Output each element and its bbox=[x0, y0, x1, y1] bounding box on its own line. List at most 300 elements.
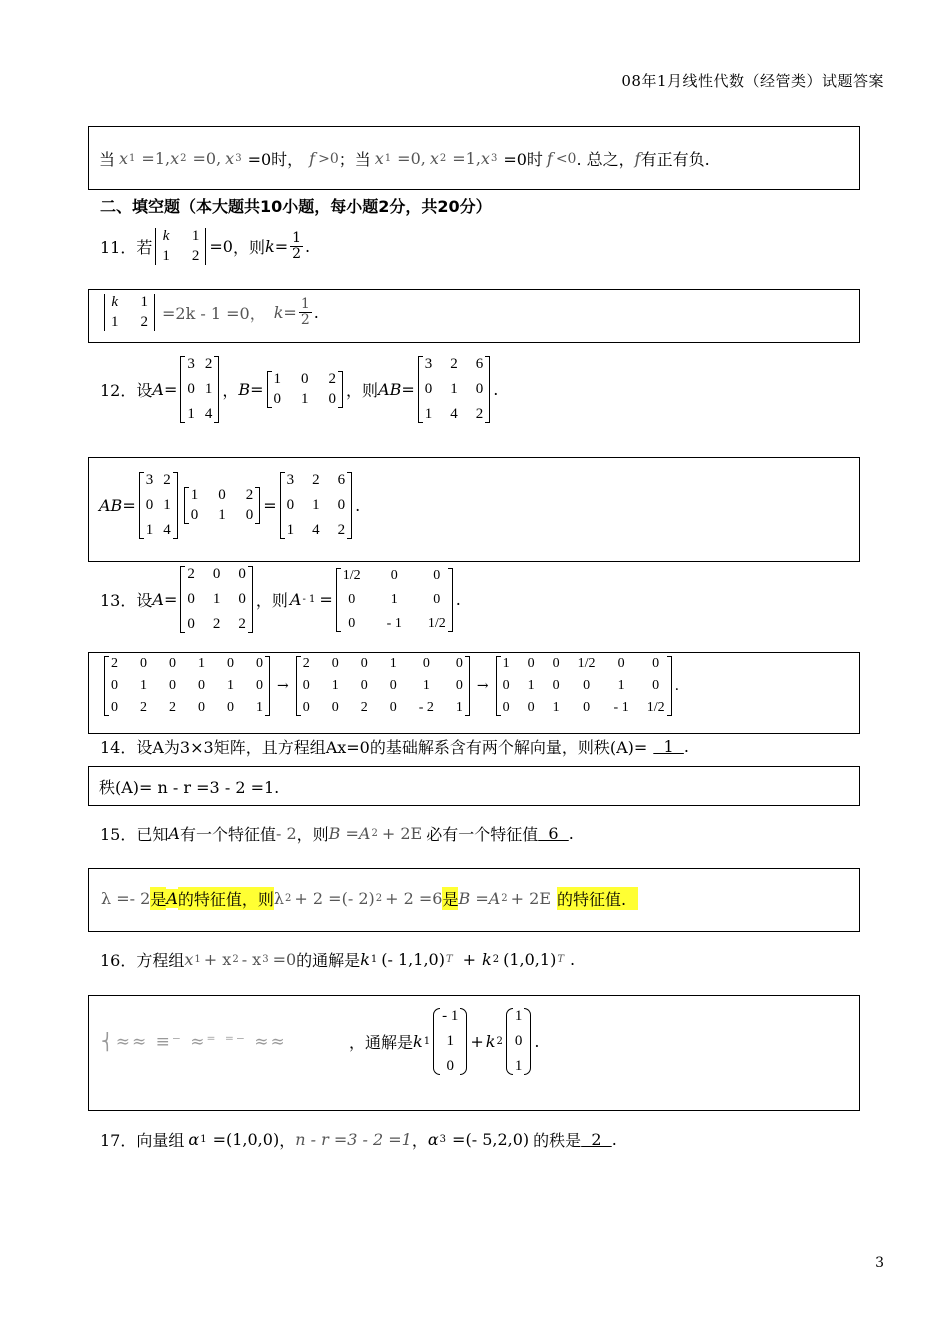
numerator: 1 bbox=[292, 229, 302, 246]
cell: 1 bbox=[552, 700, 560, 715]
cell: 1/2 bbox=[577, 656, 596, 671]
text: ， bbox=[411, 1131, 428, 1150]
cell: 0 bbox=[187, 616, 195, 632]
var-AB: AB bbox=[378, 380, 402, 399]
text: ，通解是 bbox=[349, 1033, 414, 1052]
var-A: A bbox=[152, 590, 164, 609]
cell: 1 bbox=[450, 381, 458, 397]
cell: - 1 bbox=[386, 615, 402, 631]
cell: 4 bbox=[163, 522, 171, 538]
cell: 2 bbox=[245, 487, 254, 503]
text: 的秩是 bbox=[533, 1131, 582, 1150]
var-x3: x bbox=[225, 149, 235, 168]
cell: 2 bbox=[475, 406, 484, 422]
cell: 0 bbox=[502, 678, 510, 693]
cell: 0 bbox=[140, 656, 147, 671]
determinant bbox=[155, 228, 206, 265]
vector: (- 1,1,0) bbox=[381, 950, 445, 969]
matrix-B bbox=[184, 487, 261, 524]
question-number: 16． bbox=[100, 951, 137, 970]
cell: 3 bbox=[286, 472, 295, 488]
text: = bbox=[250, 380, 264, 399]
cell: k bbox=[111, 294, 119, 310]
var-x3: x bbox=[480, 149, 490, 168]
text: <0 bbox=[555, 150, 577, 167]
cell: 2 bbox=[191, 248, 200, 264]
cell: 0 bbox=[273, 391, 282, 407]
numerator: 1 bbox=[300, 295, 310, 312]
cell: 6 bbox=[337, 472, 346, 488]
sub: 1 bbox=[129, 153, 136, 164]
var-A-inverse: A bbox=[289, 590, 302, 609]
text: 秩(A)= n - r =3 - 2 =1. bbox=[99, 778, 280, 797]
text: 必有一个特征值 bbox=[426, 825, 539, 844]
text: + 2 =(- 2) bbox=[294, 889, 375, 908]
cell: 2 bbox=[302, 656, 310, 671]
cell: 0 bbox=[360, 656, 368, 671]
question-17 bbox=[100, 1128, 617, 1151]
text: =1, bbox=[141, 149, 171, 168]
question-number: 17． bbox=[100, 1131, 137, 1150]
cell: 1 bbox=[111, 314, 119, 330]
cell: 0 bbox=[424, 381, 433, 397]
text: ，则 bbox=[296, 825, 329, 844]
text: + bbox=[462, 950, 477, 969]
question-13 bbox=[100, 566, 461, 633]
cell: 1 bbox=[204, 381, 213, 397]
cell: 1 bbox=[514, 1008, 523, 1024]
cell: 0 bbox=[552, 678, 560, 693]
text: =0, bbox=[192, 149, 222, 168]
text: 设 bbox=[136, 381, 153, 400]
cell: 1 bbox=[145, 522, 154, 538]
cell: 0 bbox=[552, 656, 560, 671]
cell: 2 bbox=[140, 314, 148, 330]
cell: 0 bbox=[301, 371, 309, 387]
sub: 1 bbox=[370, 954, 378, 965]
cell: 1 bbox=[212, 591, 221, 607]
vector: (1,0,1) bbox=[503, 950, 557, 969]
vector-2 bbox=[506, 1008, 532, 1075]
var-f: f bbox=[546, 149, 553, 168]
cell: 1 bbox=[390, 591, 398, 607]
cell: 6 bbox=[475, 356, 484, 372]
text: + x bbox=[203, 950, 232, 969]
cell: 0 bbox=[212, 566, 221, 582]
cell: 0 bbox=[187, 591, 195, 607]
matrix-A bbox=[180, 356, 219, 423]
answer-box-12 bbox=[88, 457, 860, 562]
text: = bbox=[122, 496, 136, 515]
exponent: 2 bbox=[285, 893, 292, 904]
text: = bbox=[283, 303, 297, 322]
text: 已知 bbox=[136, 825, 169, 844]
text: . bbox=[569, 950, 576, 969]
cell: 0 bbox=[389, 678, 397, 693]
cell: 2 bbox=[204, 356, 213, 372]
cell: 0 bbox=[475, 381, 484, 397]
cell: 1 bbox=[331, 678, 339, 693]
question-number: 15． bbox=[100, 825, 137, 844]
text: ，则 bbox=[232, 238, 265, 257]
cell: 0 bbox=[331, 700, 339, 715]
text: . bbox=[683, 737, 689, 756]
sub: 3 bbox=[439, 1134, 447, 1145]
cell: 1 bbox=[198, 656, 205, 671]
question-number: 13． bbox=[100, 591, 137, 610]
blurred-system-of-equations: ⎨≈≈ ≡⁻ ≈⁼ ⁼⁻ ≈≈ bbox=[101, 1031, 287, 1052]
cell: 0 bbox=[145, 497, 154, 513]
cell: 1 bbox=[162, 248, 170, 264]
text: - 2 bbox=[275, 824, 297, 843]
answer-blank: 6 bbox=[538, 824, 569, 843]
cell: 0 bbox=[187, 381, 195, 397]
cell: 1 bbox=[617, 678, 625, 693]
page-header: 08年1月线性代数（经管类）试题答案 bbox=[621, 72, 884, 90]
cell: 0 bbox=[502, 700, 510, 715]
text: ， bbox=[279, 1131, 296, 1150]
sub: 2 bbox=[439, 153, 447, 164]
cell: - 1 bbox=[613, 700, 629, 715]
matrix-AB bbox=[280, 472, 353, 539]
cell: 1 bbox=[218, 507, 226, 523]
cell: 0 bbox=[455, 678, 463, 693]
augmented-matrix-1 bbox=[104, 656, 270, 716]
cell: 1 bbox=[514, 1058, 523, 1074]
cell: 0 bbox=[583, 678, 591, 693]
sub: 3 bbox=[490, 153, 498, 164]
cell: 1 bbox=[502, 656, 510, 671]
cell: 0 bbox=[331, 656, 339, 671]
text: = bbox=[163, 380, 178, 399]
question-16 bbox=[100, 948, 575, 971]
cell: 0 bbox=[390, 567, 398, 583]
text: . bbox=[305, 237, 311, 256]
text: =0时， bbox=[247, 150, 304, 169]
denominator: 2 bbox=[292, 246, 302, 262]
text: . bbox=[455, 590, 461, 609]
question-12 bbox=[100, 356, 498, 423]
text: . bbox=[611, 1130, 617, 1149]
cell: 2 bbox=[163, 472, 171, 488]
sub: 3 bbox=[235, 153, 242, 164]
answer-blank: 2 bbox=[581, 1130, 612, 1149]
sub: 1 bbox=[200, 1134, 207, 1145]
cell: 0 bbox=[227, 656, 234, 671]
text: =2k - 1 =0， bbox=[162, 304, 266, 323]
var-A: A bbox=[152, 380, 164, 399]
expr: B =A bbox=[458, 889, 501, 908]
cell: 2 bbox=[312, 472, 320, 488]
cell: 1 bbox=[312, 497, 320, 513]
cell: 3 bbox=[424, 356, 433, 372]
sub: 3 bbox=[262, 954, 269, 965]
var-B: B bbox=[238, 380, 251, 399]
cell: 0 bbox=[527, 656, 535, 671]
text: 设 bbox=[136, 591, 153, 610]
cell: 0 bbox=[433, 567, 441, 583]
cell: 1 bbox=[256, 700, 263, 715]
answer-box-15 bbox=[88, 868, 860, 932]
cell: 1 bbox=[446, 1033, 454, 1049]
cell: 0 bbox=[218, 487, 226, 503]
cell: 1 bbox=[301, 391, 309, 407]
text: + 2 =6 bbox=[385, 889, 443, 908]
cell: 1 bbox=[424, 406, 433, 422]
determinant bbox=[104, 294, 155, 331]
var-f: f bbox=[309, 149, 316, 168]
vector: =(- 5,2,0) bbox=[452, 1130, 530, 1149]
var-x2: x bbox=[429, 149, 439, 168]
cell: 0 bbox=[328, 391, 337, 407]
cell: 4 bbox=[204, 406, 213, 422]
cell: 0 bbox=[169, 656, 176, 671]
text: ，则 bbox=[255, 591, 288, 610]
cell: 0 bbox=[360, 678, 368, 693]
cell: 0 bbox=[111, 678, 118, 693]
cell: 1/2 bbox=[342, 567, 361, 583]
sub: 2 bbox=[180, 153, 187, 164]
question-15 bbox=[100, 822, 574, 845]
matrix-B bbox=[267, 371, 344, 408]
text: . bbox=[493, 380, 499, 399]
text: 有正有负. bbox=[640, 150, 710, 169]
cell: 2 bbox=[328, 371, 337, 387]
cell: 3 bbox=[145, 472, 154, 488]
matrix-A bbox=[180, 566, 253, 633]
answer-blank: 1 bbox=[653, 737, 684, 756]
var-AB: AB bbox=[99, 496, 123, 515]
sub: 1 bbox=[384, 153, 392, 164]
cell: 0 bbox=[433, 591, 441, 607]
text: = bbox=[163, 590, 178, 609]
text: 若 bbox=[136, 238, 153, 257]
var-x2: x bbox=[170, 149, 180, 168]
cell: 1/2 bbox=[646, 700, 665, 715]
cell: 0 bbox=[389, 700, 397, 715]
var-alpha3: α bbox=[427, 1130, 439, 1149]
question-number: 11． bbox=[100, 238, 137, 257]
text: + bbox=[470, 1032, 484, 1051]
cell: 2 bbox=[450, 356, 458, 372]
text: . 总之， bbox=[576, 150, 635, 169]
cell: 0 bbox=[527, 700, 535, 715]
exponent: 2 bbox=[375, 893, 383, 904]
cell: 0 bbox=[256, 656, 263, 671]
cell: 1 bbox=[140, 678, 147, 693]
cell: 2 bbox=[212, 616, 221, 632]
cell: 0 bbox=[446, 1058, 454, 1074]
cell: 0 bbox=[514, 1033, 523, 1049]
answer-box-11 bbox=[88, 289, 860, 343]
text: ；当 bbox=[338, 150, 371, 169]
arrow: → bbox=[277, 678, 289, 694]
cell: 1 bbox=[455, 700, 463, 715]
text: = bbox=[263, 496, 277, 515]
cell: 0 bbox=[190, 507, 199, 523]
text: =0时 bbox=[503, 150, 543, 169]
text: =0 bbox=[272, 950, 297, 969]
augmented-matrix-2 bbox=[296, 656, 470, 716]
text: ， bbox=[222, 381, 239, 400]
text: + 2E bbox=[381, 824, 423, 843]
cell: 0 bbox=[422, 656, 430, 671]
page-number: 3 bbox=[875, 1255, 884, 1271]
cell: 0 bbox=[198, 678, 205, 693]
cell: 0 bbox=[348, 591, 356, 607]
cell: 0 bbox=[245, 507, 254, 523]
text: n - r =3 - 2 =1 bbox=[295, 1130, 412, 1149]
cell: 2 bbox=[140, 700, 147, 715]
answer-box-quadratic-form bbox=[88, 126, 860, 190]
matrix-A-inverse bbox=[336, 568, 453, 632]
cell: 0 bbox=[302, 678, 310, 693]
text: 有一个特征值 bbox=[179, 825, 276, 844]
var-f: f bbox=[634, 149, 641, 168]
cell: 0 bbox=[256, 678, 263, 693]
var-alpha1: α bbox=[188, 1130, 200, 1149]
answer-box-16 bbox=[88, 995, 860, 1111]
text: . bbox=[534, 1032, 540, 1051]
cell: - 2 bbox=[418, 700, 434, 715]
text: = bbox=[274, 237, 289, 256]
question-11 bbox=[100, 228, 310, 265]
text: 的通解是 bbox=[296, 951, 361, 970]
text: >0 bbox=[318, 150, 339, 167]
text: - x bbox=[241, 950, 262, 969]
text: =1, bbox=[452, 149, 481, 168]
highlight-text: A bbox=[166, 889, 178, 908]
cell: k bbox=[162, 228, 170, 244]
expr: B =A bbox=[328, 824, 371, 843]
var-x1: x bbox=[374, 149, 384, 168]
cell: 2 bbox=[169, 700, 176, 715]
cell: 2 bbox=[238, 616, 246, 632]
text: ，则 bbox=[346, 381, 379, 400]
cell: 0 bbox=[652, 656, 660, 671]
var-k: k bbox=[273, 303, 284, 322]
exponent: 2 bbox=[371, 828, 378, 839]
fraction bbox=[299, 297, 312, 329]
cell: 0 bbox=[302, 700, 310, 715]
cell: 0 bbox=[652, 678, 660, 693]
var-k: k bbox=[265, 237, 275, 256]
question-number: 12． bbox=[100, 381, 137, 400]
cell: 1 bbox=[190, 487, 199, 503]
matrix-AB bbox=[418, 356, 491, 423]
text: =0, bbox=[397, 149, 426, 168]
sub: 1 bbox=[194, 954, 201, 965]
cell: 1 bbox=[187, 406, 195, 422]
var-x1: x bbox=[119, 149, 129, 168]
cell: 1 bbox=[273, 371, 282, 387]
section-heading: 二、填空题（本大题共10小题，每小题2分，共20分） bbox=[100, 197, 492, 216]
text: 当 bbox=[99, 150, 116, 169]
cell: 4 bbox=[450, 406, 458, 422]
cell: 0 bbox=[286, 497, 295, 513]
text: . bbox=[355, 496, 361, 515]
answer-box-14 bbox=[88, 766, 860, 806]
arrow: → bbox=[476, 678, 489, 694]
text: 设A为3×3矩阵，且方程组Ax=0的基础解系含有两个解向量，则秩(A)= bbox=[136, 738, 648, 757]
cell: 0 bbox=[455, 656, 463, 671]
text: 向量组 bbox=[136, 1131, 185, 1150]
cell: 2 bbox=[337, 522, 346, 538]
matrix-A bbox=[139, 472, 178, 539]
text: 方程组 bbox=[136, 951, 185, 970]
var-A: A bbox=[168, 824, 180, 843]
cell: 0 bbox=[337, 497, 346, 513]
cell: 0 bbox=[238, 566, 246, 582]
text: λ =- 2 bbox=[101, 889, 151, 908]
cell: - 1 bbox=[442, 1008, 459, 1024]
augmented-matrix-3 bbox=[496, 656, 672, 716]
cell: 1 bbox=[527, 678, 535, 693]
cell: 0 bbox=[169, 678, 176, 693]
cell: 1 bbox=[191, 228, 200, 244]
highlight-text: 的特征值，则 bbox=[178, 887, 274, 910]
cell: 2 bbox=[360, 700, 368, 715]
denominator: 2 bbox=[300, 312, 310, 328]
cell: 0 bbox=[227, 700, 234, 715]
var-k2: k bbox=[485, 1032, 496, 1051]
sub: 1 bbox=[423, 1036, 431, 1047]
transpose: T bbox=[445, 954, 453, 965]
text: λ bbox=[273, 889, 285, 908]
highlight-text: 是 bbox=[150, 887, 166, 910]
text: . bbox=[674, 678, 680, 694]
exponent: 2 bbox=[501, 893, 508, 904]
vector: =(1,0,0) bbox=[212, 1130, 280, 1149]
sub: 2 bbox=[232, 954, 239, 965]
cell: 1 bbox=[389, 656, 397, 671]
cell: 0 bbox=[238, 591, 246, 607]
text: . bbox=[313, 303, 319, 322]
sub: 2 bbox=[496, 1036, 503, 1047]
cell: 2 bbox=[187, 566, 195, 582]
fraction bbox=[290, 231, 303, 263]
var-k2: k bbox=[482, 950, 492, 969]
sub: 2 bbox=[492, 954, 500, 965]
exponent: - 1 bbox=[302, 594, 316, 605]
var-k1: k bbox=[413, 1032, 423, 1051]
transpose: T bbox=[557, 954, 564, 965]
cell: 1 bbox=[422, 678, 430, 693]
cell: 0 bbox=[617, 656, 625, 671]
question-14 bbox=[100, 735, 689, 758]
cell: 1 bbox=[163, 497, 171, 513]
text: . bbox=[568, 824, 574, 843]
vector-1 bbox=[433, 1008, 467, 1075]
text: = bbox=[319, 590, 333, 609]
text: = bbox=[401, 380, 415, 399]
highlight-text: 是 bbox=[442, 887, 458, 910]
cell: 1/2 bbox=[427, 615, 446, 631]
text: =0 bbox=[209, 237, 233, 256]
cell: 0 bbox=[111, 700, 118, 715]
cell: 2 bbox=[111, 656, 118, 671]
var: x bbox=[184, 950, 194, 969]
cell: 1 bbox=[140, 294, 148, 310]
cell: 1 bbox=[227, 678, 234, 693]
cell: 0 bbox=[348, 615, 356, 631]
var-k1: k bbox=[360, 950, 370, 969]
cell: 0 bbox=[583, 700, 591, 715]
answer-box-13 bbox=[88, 652, 860, 734]
cell: 4 bbox=[312, 522, 320, 538]
cell: 0 bbox=[198, 700, 205, 715]
cell: 3 bbox=[187, 356, 195, 372]
